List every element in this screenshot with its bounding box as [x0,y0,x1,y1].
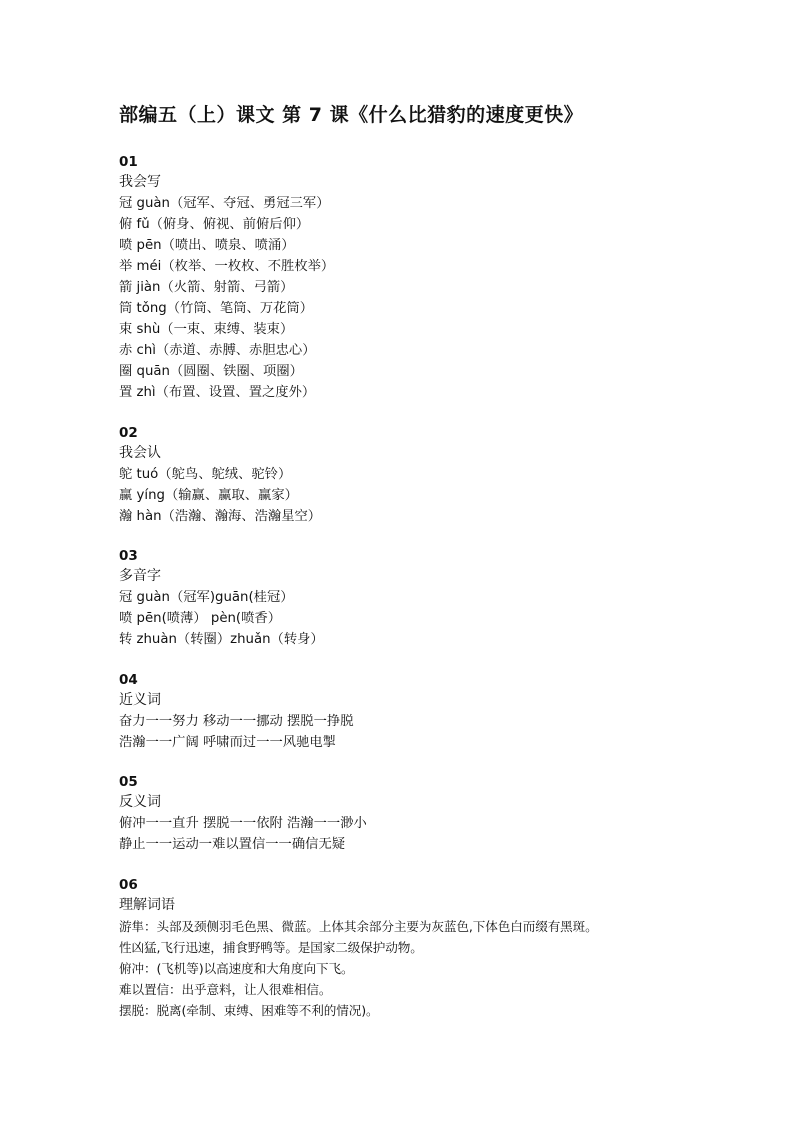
entry-line: 性凶猛,飞行迅速，捕食野鸭等。是国家二级保护动物。 [119,939,423,955]
entry-line: 赢 yíng（输赢、赢取、赢家） [119,487,298,503]
section-number: 02 [119,424,138,441]
section-number: 05 [119,774,138,790]
section-05 [119,773,739,855]
entry-line: 喷 pēn(喷薄） pèn(喷香） [119,611,282,626]
entry-line: 束 shù（一束、束缚、装束） [119,322,294,337]
section-06 [119,876,739,1021]
entry-line: 喷 pēn（喷出、喷泉、喷涌） [119,238,295,253]
entry-line: 浩瀚一一广阔 呼啸而过一一风驰电掣 [119,734,336,750]
entry-line: 圈 quān（圆圈、铁圈、项圈） [119,364,303,379]
section-heading: 多音字 [119,568,161,584]
entry-line: 举 méi（枚举、一枚枚、不胜枚举） [119,259,335,274]
section-number: 04 [119,671,138,688]
entry-line: 置 zhì（布置、设置、置之度外） [119,385,316,400]
entry-line: 俯 fǔ（俯身、俯视、前俯后仰） [119,217,310,232]
section-number: 03 [119,548,138,564]
entry-line: 静止一一运动一难以置信一一确信无疑 [119,837,346,852]
entry-line: 转 zhuàn（转圈）zhuǎn（转身） [119,632,324,647]
section-heading: 我会写 [119,174,161,190]
section-number: 06 [119,876,138,893]
section-04 [119,671,739,753]
section-heading: 理解词语 [119,896,175,913]
entry-line: 赤 chì（赤道、赤膊、赤胆忠心） [119,343,316,358]
section-02 [119,424,739,527]
entry-line: 俯冲一一直升 摆脱一一依附 浩瀚一一渺小 [119,816,367,831]
section-heading: 近义词 [119,691,161,708]
entry-line: 奋力一一努力 移动一一挪动 摆脱一挣脱 [119,713,354,729]
section-01 [119,153,739,403]
entry-line: 冠 guàn（冠军、夺冠、勇冠三军） [119,196,330,211]
entry-line: 箭 jiàn（火箭、射箭、弓箭） [119,280,294,295]
entry-line: 难以置信：出乎意料，让人很难相信。 [119,981,332,997]
entry-line: 摆脱：脱离(牵制、束缚、困难等不利的情况)。 [119,1002,379,1018]
section-heading: 我会认 [119,444,161,461]
sections-container [119,153,739,1041]
document-title: 部编五（上）课文 第 7 课《什么比猎豹的速度更快》 [119,104,584,126]
entry-line: 冠 guàn（冠军)guān(桂冠） [119,590,294,605]
entry-line: 游隼：头部及颈侧羽毛色黑、微蓝。上体其余部分主要为灰蓝色,下体色白而缀有黑斑。 [119,918,598,934]
section-03 [119,547,739,650]
entry-line: 筒 tǒng（竹筒、笔筒、万花筒） [119,301,314,316]
section-heading: 反义词 [119,794,161,810]
entry-line: 俯冲：(飞机等)以高速度和大角度向下飞。 [119,960,354,976]
section-number: 01 [119,154,138,170]
entry-line: 鸵 tuó（鸵鸟、鸵绒、驼铃） [119,466,292,482]
entry-line: 瀚 hàn（浩瀚、瀚海、浩瀚星空） [119,508,322,524]
